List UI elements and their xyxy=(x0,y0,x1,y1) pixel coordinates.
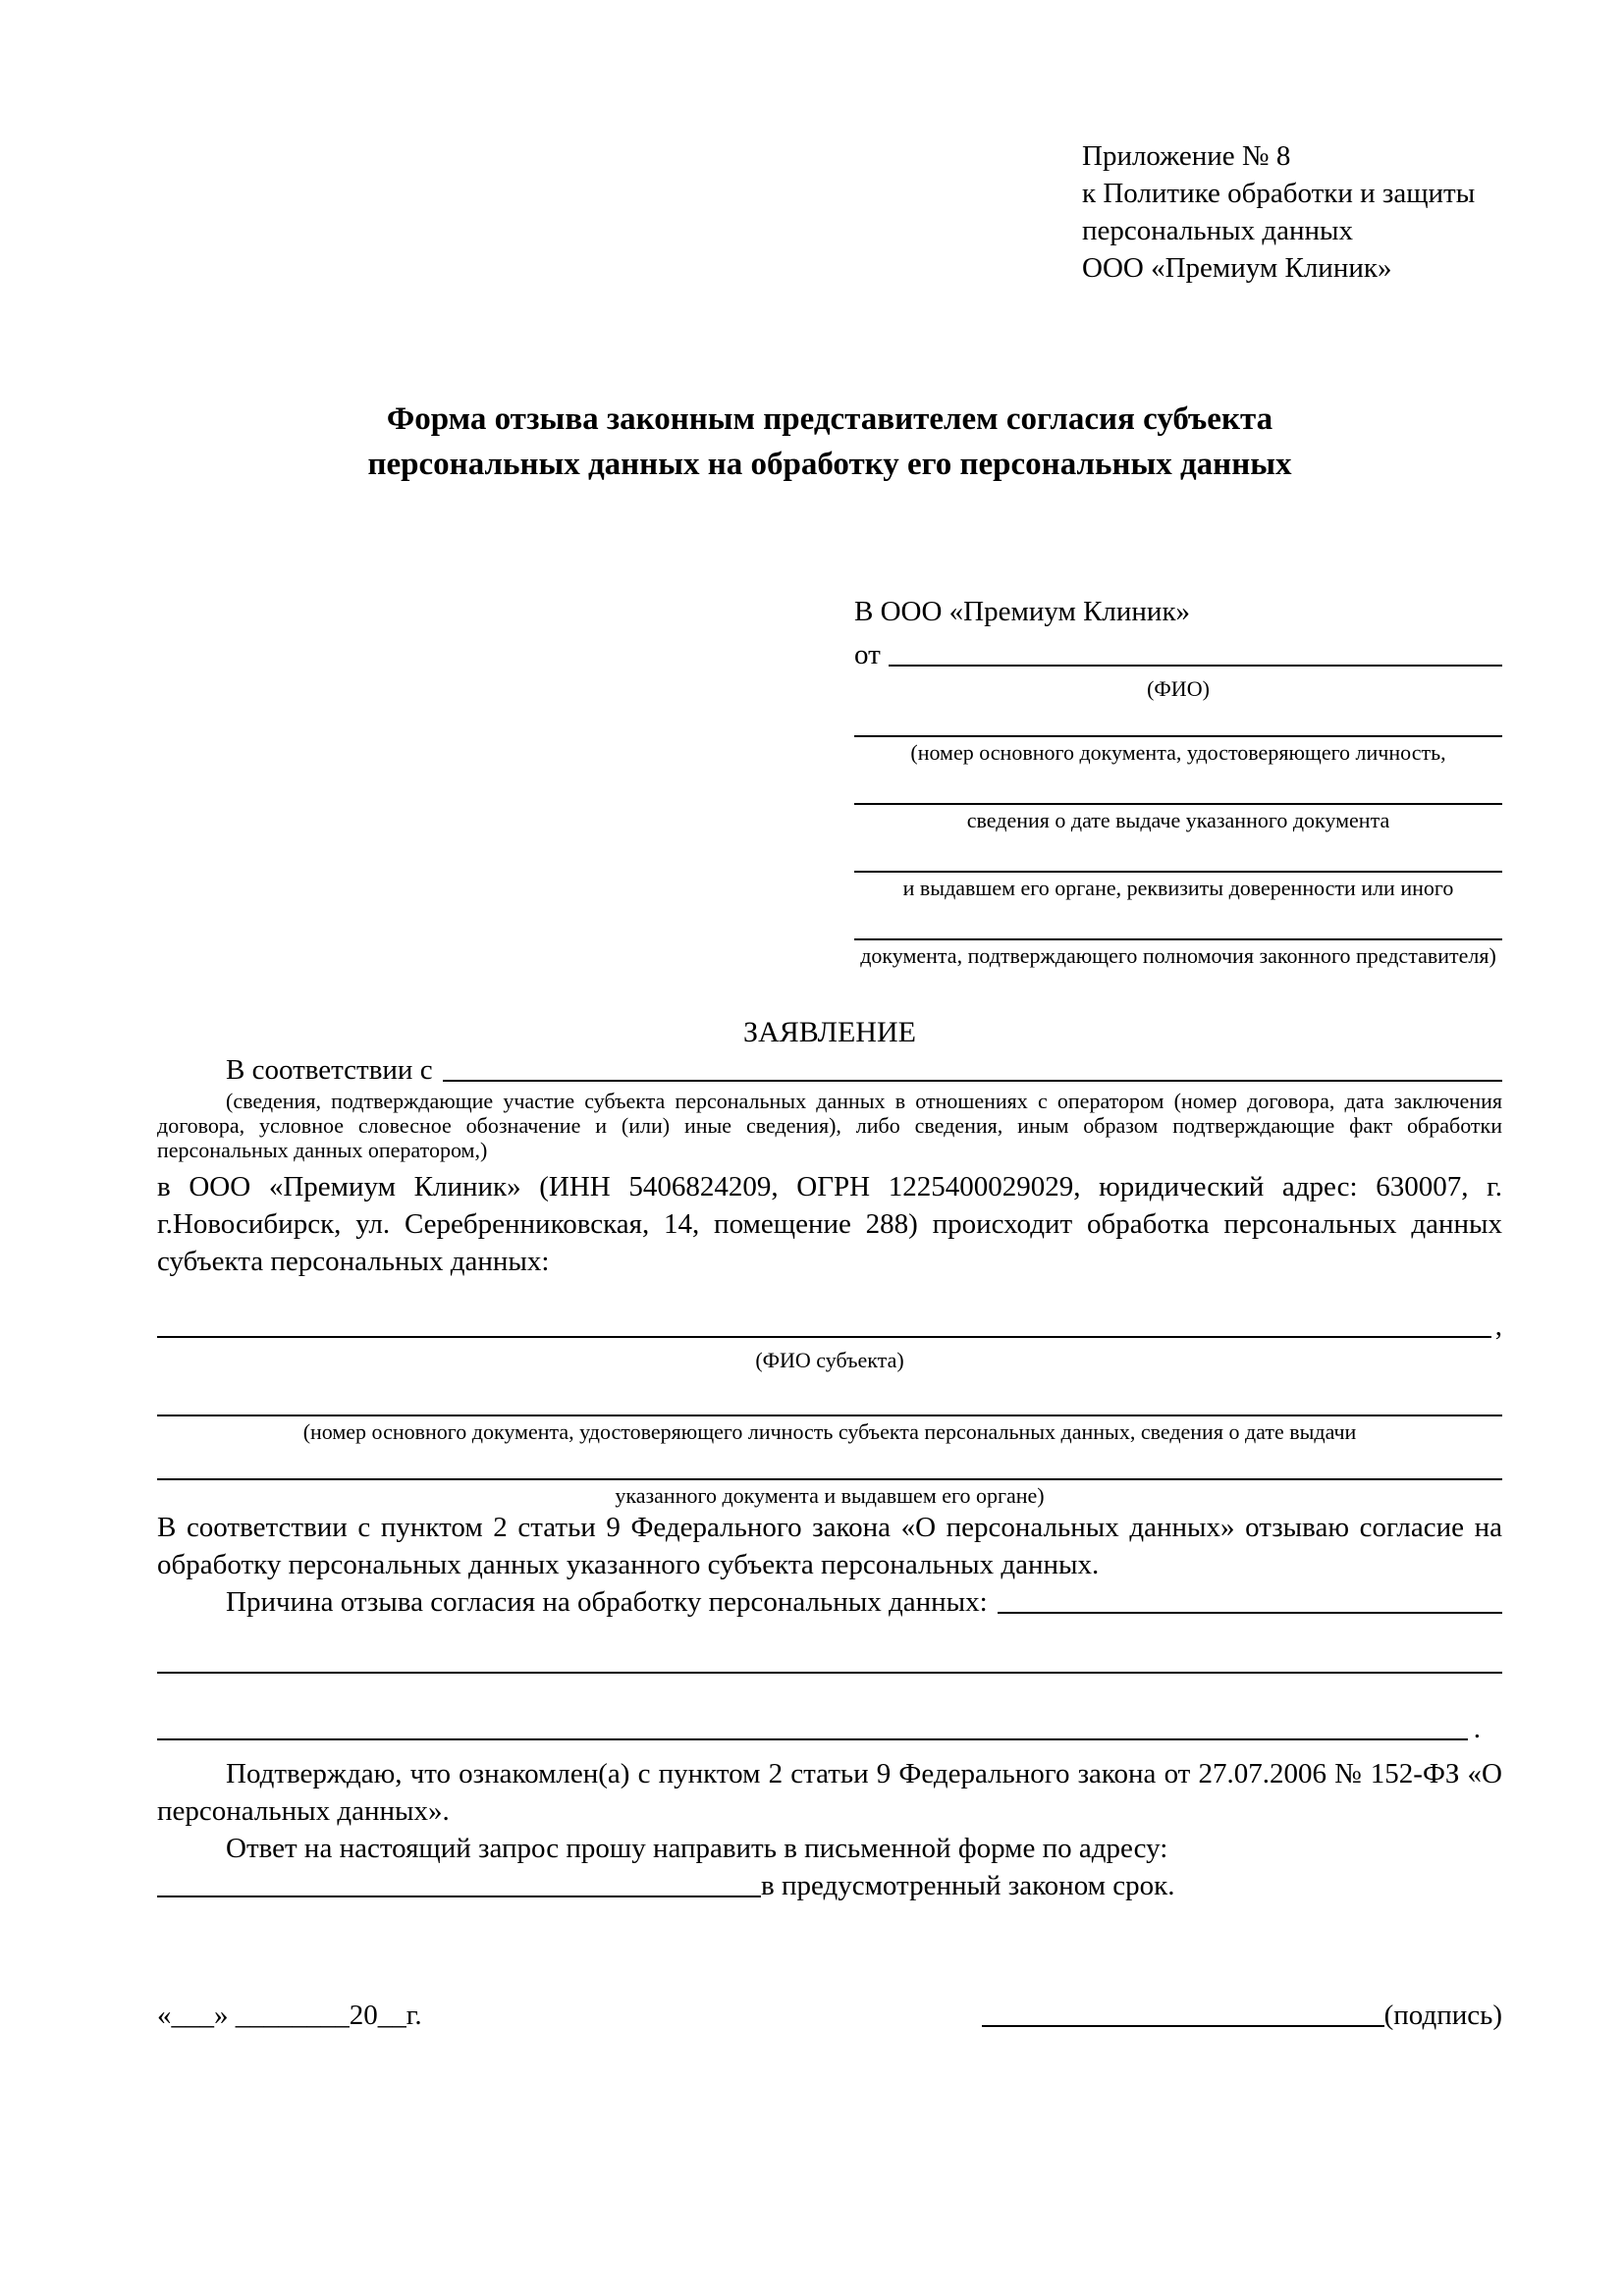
according-blank-line xyxy=(443,1051,1502,1082)
according-note: (сведения, подтверждающие участие субъекта персональных данных в отношениях с оператором (номер договора, дата заключения договора, условное словесное обозначение и (или) иные сведения), либо сведения, иным образом подтверждающие факт обработки персональных данных оператором,) xyxy=(157,1089,1502,1162)
line-end-period: . xyxy=(1473,1713,1481,1744)
reply-request-paragraph: Ответ на настоящий запрос прошу направить в письменной форме по адресу: xyxy=(226,1833,1168,1864)
according-label: В соответствии с xyxy=(226,1054,433,1086)
reason-continuation-row-1 xyxy=(157,1672,1502,1681)
blank-line xyxy=(157,1415,1502,1416)
id-document-field-2 xyxy=(854,803,1502,833)
appendix-line: ООО «Премиум Клиник» xyxy=(1082,252,1392,284)
appendix-block xyxy=(1082,137,1502,287)
fio-caption: (ФИО) xyxy=(1147,676,1210,701)
subject-fio-caption: (ФИО субъекта) xyxy=(755,1348,904,1372)
addressee-block xyxy=(854,593,1502,969)
reply-address-row xyxy=(157,1867,1502,1904)
id-document-field-4 xyxy=(854,938,1502,969)
blank-line xyxy=(157,1710,1468,1740)
subject-fio-row xyxy=(157,1308,1502,1345)
appendix-line: Приложение № 8 xyxy=(1082,140,1291,172)
signature-blank-line xyxy=(982,1997,1384,2027)
field-caption: и выдавшем его органе, реквизиты доверенности или иного xyxy=(902,876,1454,900)
blank-line xyxy=(854,938,1502,940)
reason-row xyxy=(157,1583,1502,1621)
blank-line xyxy=(854,871,1502,873)
field-caption: указанного документа и выдавшем его органе) xyxy=(615,1483,1045,1508)
appendix-line: персональных данных xyxy=(1082,215,1354,246)
reason-continuation-row-2 xyxy=(157,1710,1502,1747)
statement-heading: ЗАЯВЛЕНИЕ xyxy=(743,1016,916,1048)
field-caption: (номер основного документа, удостоверяющего личность субъекта персональных данных, сведения о дате выдачи xyxy=(302,1419,1357,1444)
blank-line xyxy=(157,1478,1502,1480)
subject-fio-blank-line xyxy=(157,1308,1491,1338)
subject-fio-comma: , xyxy=(1494,1310,1502,1342)
reply-suffix: в предусмотренный законом срок. xyxy=(761,1870,1175,1901)
reply-address-blank-line xyxy=(157,1867,761,1897)
from-blank-line xyxy=(889,636,1502,667)
blank-line xyxy=(854,803,1502,805)
according-row xyxy=(157,1051,1502,1089)
addressee-organization: В ООО «Премиум Клиник» xyxy=(854,596,1191,627)
field-caption: (номер основного документа, удостоверяющего личность, xyxy=(910,740,1446,765)
reason-blank-line xyxy=(998,1583,1502,1614)
document-title-line: персональных данных на обработку его персональных данных xyxy=(367,447,1292,482)
document-title xyxy=(157,397,1502,487)
withdrawal-paragraph: В соответствии с пунктом 2 статьи 9 Федерального закона «О персональных данных» отзываю согласие на обработку персональных данных указанного субъекта персональных данных. xyxy=(157,1512,1502,1580)
confirmation-paragraph: Подтверждаю, что ознакомлен(а) с пунктом 2 статьи 9 Федерального закона от 27.07.2006 № 152-ФЗ «О персональных данных». xyxy=(157,1758,1502,1827)
from-row xyxy=(854,636,1502,673)
subject-doc-field-1 xyxy=(157,1415,1502,1445)
operator-paragraph: в ООО «Премиум Клиник» (ИНН 5406824209, ОГРН 1225400029029, юридический адрес: 630007, г. г.Новосибирск, ул. Серебренниковская, 14, помещение 288) происходит обработка персональных данных субъекта персональных данных: xyxy=(157,1171,1502,1277)
footer-row xyxy=(157,1997,1502,2034)
field-caption: сведения о дате выдаче указанного документа xyxy=(966,808,1390,832)
reason-label: Причина отзыва согласия на обработку персональных данных: xyxy=(226,1586,988,1618)
subject-doc-field-2 xyxy=(157,1478,1502,1509)
field-caption: документа, подтверждающего полномочия законного представителя) xyxy=(860,943,1496,968)
signature-caption: (подпись) xyxy=(1383,2000,1502,2031)
date-line: «___» ________20__г. xyxy=(157,2000,422,2031)
blank-line xyxy=(854,735,1502,737)
appendix-line: к Политике обработки и защиты xyxy=(1082,178,1476,209)
id-document-field-3 xyxy=(854,871,1502,901)
document-title-line: Форма отзыва законным представителем согласия субъекта xyxy=(386,401,1273,437)
blank-line xyxy=(157,1672,1502,1674)
from-label: от xyxy=(854,639,881,670)
id-document-field-1 xyxy=(854,735,1502,766)
signature-group xyxy=(982,1997,1502,2034)
